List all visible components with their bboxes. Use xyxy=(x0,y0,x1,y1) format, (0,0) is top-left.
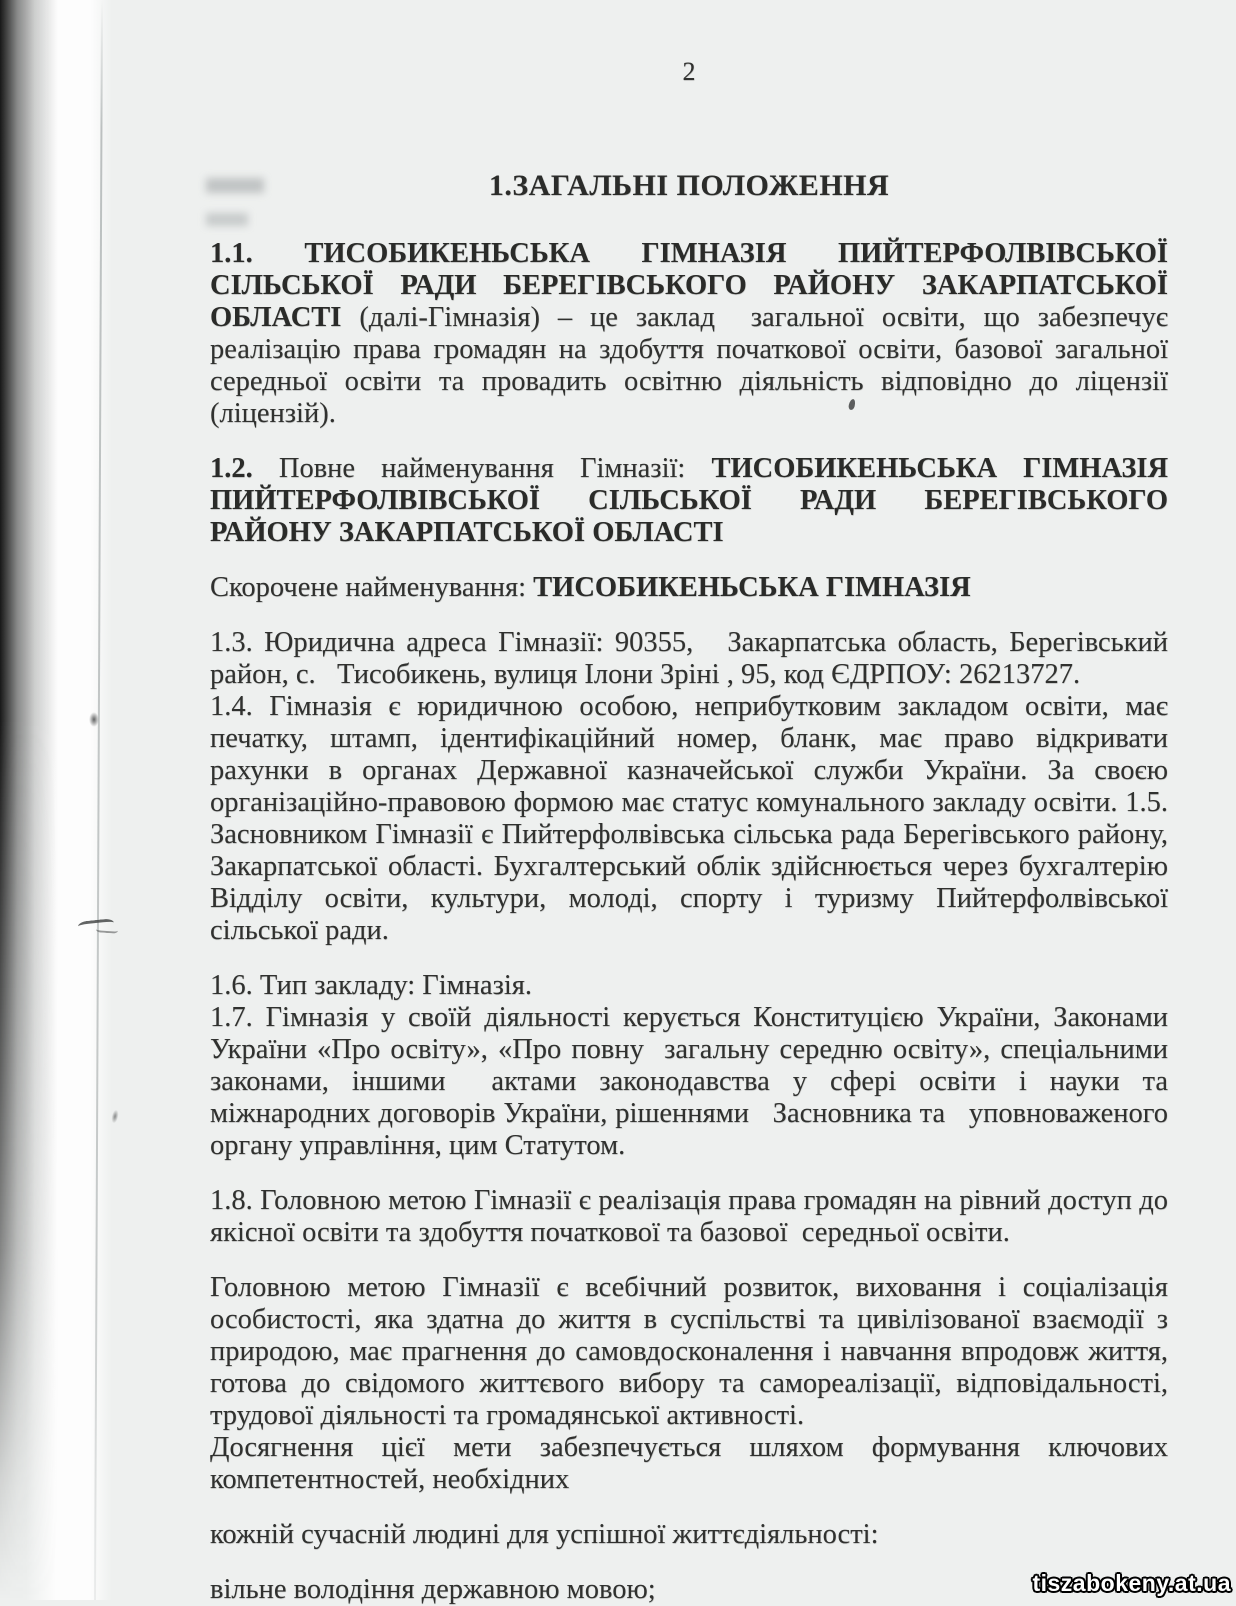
section-heading: 1.ЗАГАЛЬНІ ПОЛОЖЕННЯ xyxy=(488,169,890,202)
short-name-line xyxy=(210,572,1168,604)
paragraph-1-2-label: Повне найменування Гімназії: xyxy=(278,453,686,484)
paragraph-1-1-number: 1.1. xyxy=(210,238,253,269)
watermark: tiszabokeny.at.ua xyxy=(1032,1570,1231,1596)
paragraph-1-1-text: (далі-Гімназія) – це заклад загальної освіти, що забезпечує реалізацію права громадян на здобуття початкової освіти, базової загальної середньої освіти та провадить освітню діяльність відповідно до ліцензії (ліцензій). xyxy=(210,302,1168,429)
scan-artifact-blob xyxy=(89,712,99,727)
page-number: 2 xyxy=(682,57,696,86)
paragraph-achievement: Досягнення цієї мети забезпечується шляхом формування ключових компетентностей, необхідних xyxy=(210,1432,1168,1495)
paragraph-language-item: вільне володіння державною мовою; xyxy=(210,1574,656,1605)
scan-edge-shadow xyxy=(0,0,58,1600)
gymnasium-full-name-repeat: ТИСОБИКЕНЬСЬКА ГІМНАЗІЯ ПИЙТЕРФОЛВІВСЬКОЇ СІЛЬСЬКОЇ РАДИ БЕРЕГІВСЬКОГО РАЙОНУ ЗАКАРПАТСЬКОЇ ОБЛАСТІ xyxy=(210,453,1169,548)
short-name-value: ТИСОБИКЕНЬСЬКА ГІМНАЗІЯ xyxy=(533,572,971,603)
paragraph-1-2 xyxy=(210,453,1168,549)
paragraph-1-7: 1.7. Гімназія у своїй діяльності керується Конституцією України, Законами України «Про освіту», «Про повну загальну середню освіту», спеціальними законами, іншими актами законодавства у сфері освіти і науки та міжнародних договорів України, рішеннями Засновника та уповноваженого органу управління, цим Статутом. xyxy=(210,1002,1168,1161)
document-body xyxy=(210,56,1168,1606)
paragraph-1-8: 1.8. Головною метою Гімназії є реалізація права громадян на рівний доступ до якісної освіти та здобуття початкової та базової середньої освіти. xyxy=(210,1185,1168,1248)
paragraph-1-1 xyxy=(210,238,1168,430)
paragraph-1-3: 1.3. Юридична адреса Гімназії: 90355, Закарпатська область, Берегівський район, с. Тисобикень, вулиця Ілони Зріні , 95, код ЄДРПОУ: 26213727. xyxy=(210,627,1168,690)
short-name-label: Скорочене найменування: xyxy=(210,572,527,603)
scan-artifact-tick xyxy=(111,1110,120,1124)
paragraph-1-6: 1.6. Тип закладу: Гімназія. xyxy=(210,970,532,1001)
paragraph-1-4-1-5: 1.4. Гімназія є юридичною особою, неприбутковим закладом освіти, має печатку, штамп, ідентифікаційний номер, бланк, має право відкривати рахунки в органах Державної казначейської служби України. За своєю організаційно-правовою формою має статус комунального закладу освіти. 1.5. Засновником Гімназії є Пийтерфолвівська сільська рада Берегівського району, Закарпатської області. Бухгалтерський облік здійснюється через бухгалтерію Відділу освіти, культури, молоді, спорту і туризму Пийтерфолвівської сільської ради. xyxy=(210,691,1168,946)
paragraph-main-goal: Головною метою Гімназії є всебічний розвиток, виховання і соціалізація особистості, яка здатна до життя в суспільстві та цивілізованої взаємодії з природою, має прагнення до самовдосконалення і навчання впродовж життя, готова до свідомого життєвого вибору та самореалізації, відповідальності, трудової діяльності та громадянської активності. xyxy=(210,1272,1168,1431)
paragraph-competences-intro: кожній сучасній людині для успішної життєдіяльності: xyxy=(210,1519,879,1550)
paragraph-1-2-number: 1.2. xyxy=(210,453,253,484)
gymnasium-full-name: ТИСОБИКЕНЬСЬКА ГІМНАЗІЯ ПИЙТЕРФОЛВІВСЬКОЇ СІЛЬСЬКОЇ РАДИ БЕРЕГІВСЬКОГО РАЙОНУ ЗАКАРПАТСЬКОЇ ОБЛАСТІ xyxy=(210,238,1168,333)
